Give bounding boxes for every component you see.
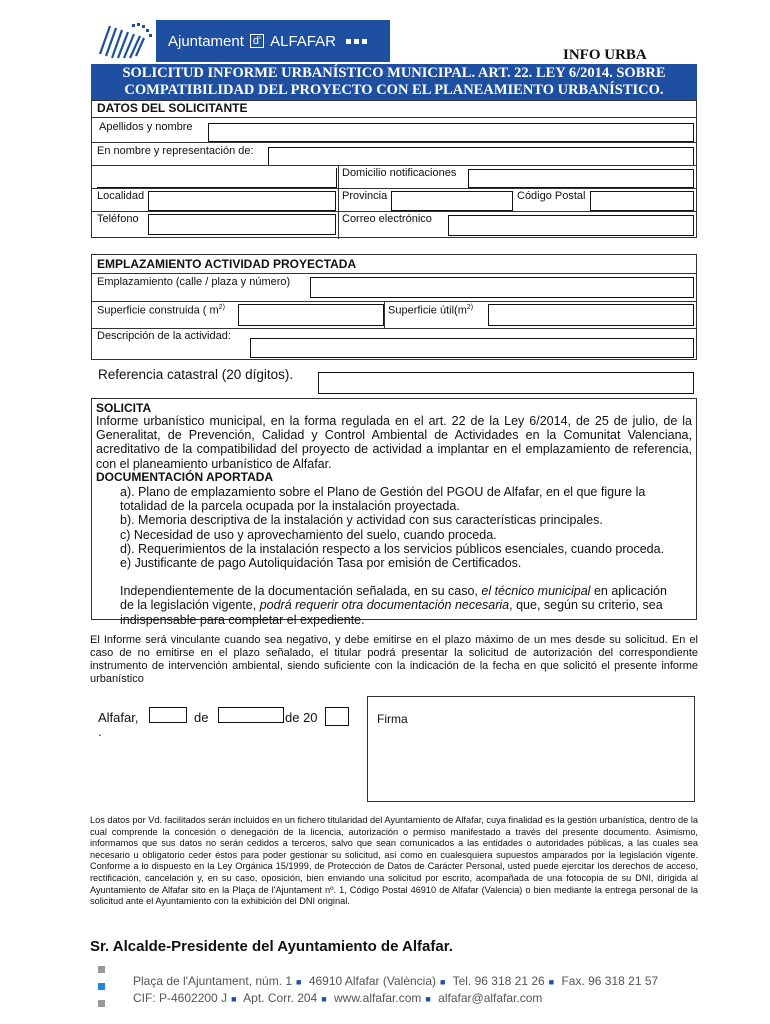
doc-item-d: d). Requerimientos de la instalación respecto a los servicios públicos esenciales, cuando proceda. [120,541,665,556]
de-label-1: de [194,710,209,725]
doc-item-a2: totalidad de la parcela ocupada por la instalación proyectada. [120,499,460,514]
municipal-logo [96,20,390,62]
footer-tel: Tel. 96 318 21 26 [452,974,545,988]
locality-label: Localidad [97,190,145,202]
footer-city: 46910 Alfafar (València) [308,974,437,988]
footer-web[interactable]: www.alfafar.com [334,991,422,1005]
doc-item-a1: a). Plano de emplazamiento sobre el Plano de Gestión del PGOU de Alfafar, en el que figure la [120,485,646,499]
doc-item-b: b). Memoria descriptiva de la instalación y actividad con sus características principales. [120,513,603,528]
logo-d: d' [250,34,264,48]
de-label-2: de 20 [285,710,318,725]
footer-squares-icon [98,966,105,1017]
domicile-label: Domicilio notificaciones [342,167,457,179]
built-area-field[interactable] [238,304,384,326]
binding-notice: El Informe será vinculante cuando sea negativo, y debe emitirse en el plazo máximo de un mes desde su solicitud. En el caso de no emitirse en el plazo señalado, el titular podrá presentar la solicitud de autorización del correspondiente instrumento de intervención ambiental, siendo suficiente con la indicación de la fecha en que solicitó el presente informe urbanístico [90,634,698,685]
domicile-field[interactable] [468,169,694,188]
email-field[interactable] [448,215,694,236]
footer-email[interactable]: alfafar@alfafar.com [438,991,543,1005]
site-heading: EMPLAZAMIENTO ACTIVIDAD PROYECTADA [97,257,357,271]
logo-text: Ajuntament [168,32,244,50]
dni-field[interactable] [97,168,337,188]
footer-apt: Apt. Corr. 204 [243,991,318,1005]
addressee: Sr. Alcalde-Presidente del Ayuntamiento de Alfafar. [90,938,453,955]
docs-heading: DOCUMENTACIÓN APORTADA [96,470,274,484]
request-heading: SOLICITA [96,401,152,415]
representation-field[interactable] [268,147,694,166]
surname-field[interactable] [208,123,694,142]
representation-label: En nombre y representación de: [97,145,254,157]
doc-item-c: c) Necesidad de uso y aprovechamiento del suelo, cuando proceda. [120,527,497,542]
logo-town: ALFAFAR [270,32,336,50]
phone-label: Teléfono [97,213,139,225]
description-label: Descripción de la actividad: [97,330,231,342]
useful-area-label: Superficie $útil(m^{2)}$ [388,304,474,317]
phone-field[interactable] [148,214,336,235]
applicant-heading: DATOS DEL SOLICITANTE [97,101,248,115]
footer-address: Plaça de l'Ajuntament, núm. 1 [133,974,293,988]
footer-line-2: CIF: P-4602200 J ■ Apt. Corr. 204 ■ www.alfafar.com ■ alfafar@alfafar.com [133,991,543,1005]
privacy-notice: Los datos por Vd. facilitados serán incluidos en un fichero titularidad del Ayuntamiento de Alfafar, cuya finalidad es la gestión urbanística, dentro de la cual comprende la concesión o denegación de la licencia, autorización o permiso manifestado a través del presente documento. Asimismo, informamos que sus datos no serán cedidos a terceros, salvo que sean comunicados a las entidades o autoridades públicas, a las cuales sea necesario u obligatorio ceder éstos para poder gestionar su solicitud, así como en cualesquiera supuestos amparados por la legislación vigente. Conforme a lo dispuesto en la Ley Orgánica 15/1999, de Protección de Datos de Carácter Personal, usted puede ejercitar los derechos de acceso, rectificación, cancelación y, en su caso, oposición, bien enviando una solicitud por escrito, acompañada de una fotocopia de su DNI, dirigida al Ayuntamiento de Alfafar sito en la Plaça de l'Ajuntament nº. 1, Código Postal 46910 de Alfafar (Valencia) o bien mediante la entrega personal de la solicitud ante el Ayuntamiento con la exhibición del DNI original. [90,815,698,907]
signature-box[interactable] [367,696,695,802]
docs-list [120,485,692,627]
month-field[interactable] [218,707,284,723]
site-section [91,254,697,360]
form-title [91,64,697,100]
useful-area-field[interactable] [488,304,694,326]
email-label: Correo electrónico [342,213,432,225]
location-label: Emplazamiento (calle / plaza y número) [97,276,291,288]
applicant-section [91,100,697,238]
day-field[interactable] [149,707,187,723]
locality-field[interactable] [148,191,336,211]
postcode-label: Código Postal [517,190,586,202]
request-body: Informe urbanístico municipal, en la forma regulada en el art. 22 de la Ley 6/2014, de 25 de julio, de la Generalitat, de Prevención, Calidad y Control Ambiental de Actividades en la Comunitat Valenciana, acreditativo de la compatibilidad del proyecto de actividad a implantar en el emplazamiento de referencia, con el planeamiento urbanístico de Alfafar. [96,414,692,471]
date-area [91,696,367,802]
cadastral-label: Referencia catastral (20 dígitos). [98,367,294,382]
doc-item-e: e) Justificante de pago Autoliquidación Tasa por emisión de Certificados. [120,556,522,571]
footer-cif: CIF: P-4602200 J [133,991,228,1005]
surname-label: Apellidos y nombre [99,121,193,133]
doc-extra-line2: de la legislación vigente, podrá requerir otra documentación necesaria, que, según su criterio, sea [120,598,663,613]
built-area-label: Superficie construida ( $m^{2)}$ [97,304,225,317]
place-label: Alfafar, [98,710,139,725]
coat-of-arms-icon [96,20,156,62]
title-line-2: COMPATIBILIDAD DEL PROYECTO CON EL PLANEAMIENTO URBANÍSTICO. [124,82,664,98]
description-field[interactable] [250,338,694,358]
cadastral-field[interactable] [318,372,694,394]
location-field[interactable] [310,277,694,298]
date-dot: . [98,724,102,739]
doc-extra-line1: Independientemente de la documentación señalada, en su caso, el técnico municipal en aplicación [120,584,667,599]
year-field[interactable] [325,707,349,726]
signature-label: Firma [377,712,408,726]
form-code: INFO URBA [563,47,647,63]
postcode-field[interactable] [590,191,694,211]
logo-squares-icon [346,39,367,44]
province-label: Provincia [342,190,388,202]
footer-line-1: Plaça de l'Ajuntament, núm. 1 ■ 46910 Alfafar (València) ■ Tel. 96 318 21 26 ■ Fax. 96 318 21 57 [133,974,659,988]
province-field[interactable] [391,191,513,211]
title-line-1: SOLICITUD INFORME URBANÍSTICO MUNICIPAL. ART. 22. LEY 6/2014. SOBRE [122,65,666,81]
footer-fax: Fax. 96 318 21 57 [561,974,659,988]
doc-extra-line3: indispensable para completar el expediente. [120,612,365,627]
